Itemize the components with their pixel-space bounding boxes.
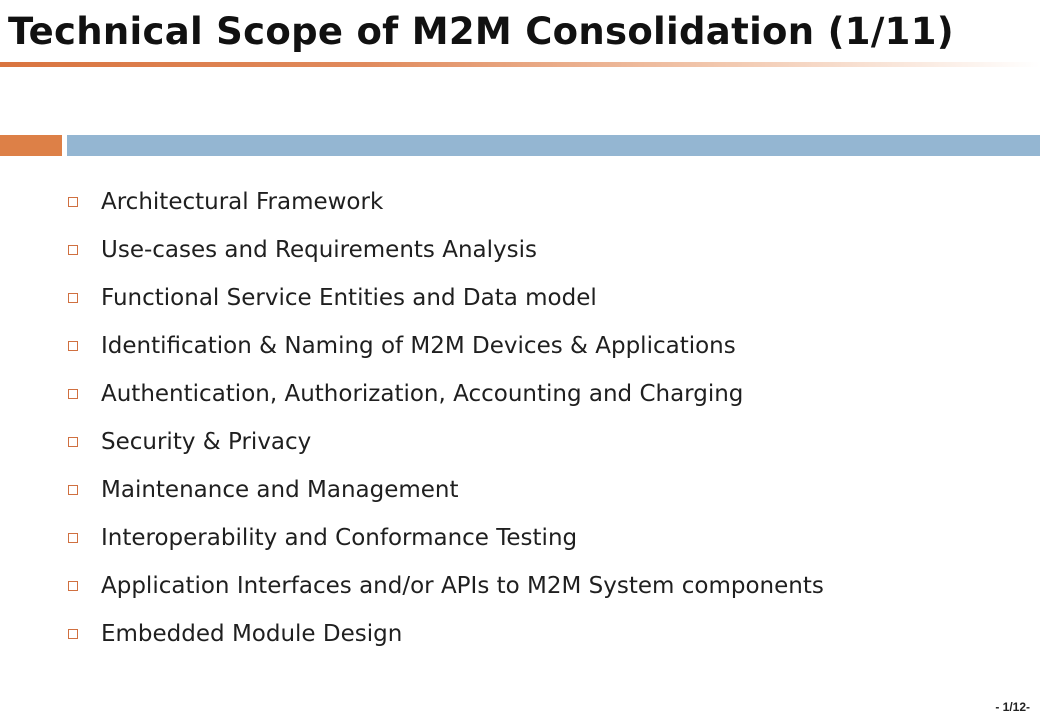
page-number: - 1/12- [995, 700, 1030, 714]
hollow-square-bullet-icon [68, 581, 78, 591]
list-item [68, 514, 824, 562]
bullet-text: Functional Service Entities and Data model [101, 285, 597, 311]
hollow-square-bullet-icon [68, 485, 78, 495]
hollow-square-bullet-icon [68, 533, 78, 543]
list-item [68, 562, 824, 610]
accent-band-blue [67, 135, 1040, 156]
hollow-square-bullet-icon [68, 629, 78, 639]
bullet-text: Use-cases and Requirements Analysis [101, 237, 537, 263]
bullet-text: Interoperability and Conformance Testing [101, 525, 578, 551]
hollow-square-bullet-icon [68, 245, 78, 255]
list-item [68, 322, 824, 370]
slide-title: Technical Scope of M2M Consolidation (1/11) [8, 10, 954, 53]
bullet-text: Architectural Framework [101, 189, 384, 215]
list-item [68, 226, 824, 274]
hollow-square-bullet-icon [68, 197, 78, 207]
accent-band-orange [0, 135, 62, 156]
bullet-text: Authentication, Authorization, Accounting and Charging [101, 381, 744, 407]
hollow-square-bullet-icon [68, 389, 78, 399]
bullet-text: Application Interfaces and/or APIs to M2M System components [101, 573, 824, 599]
hollow-square-bullet-icon [68, 341, 78, 351]
bullet-list [68, 178, 824, 658]
list-item [68, 274, 824, 322]
hollow-square-bullet-icon [68, 293, 78, 303]
hollow-square-bullet-icon [68, 437, 78, 447]
title-underline [0, 62, 1040, 67]
list-item [68, 370, 824, 418]
list-item [68, 466, 824, 514]
bullet-text: Security & Privacy [101, 429, 312, 455]
bullet-text: Identification & Naming of M2M Devices & Applications [101, 333, 736, 359]
list-item [68, 178, 824, 226]
list-item [68, 418, 824, 466]
bullet-text: Embedded Module Design [101, 621, 403, 647]
bullet-text: Maintenance and Management [101, 477, 459, 503]
list-item [68, 610, 824, 658]
